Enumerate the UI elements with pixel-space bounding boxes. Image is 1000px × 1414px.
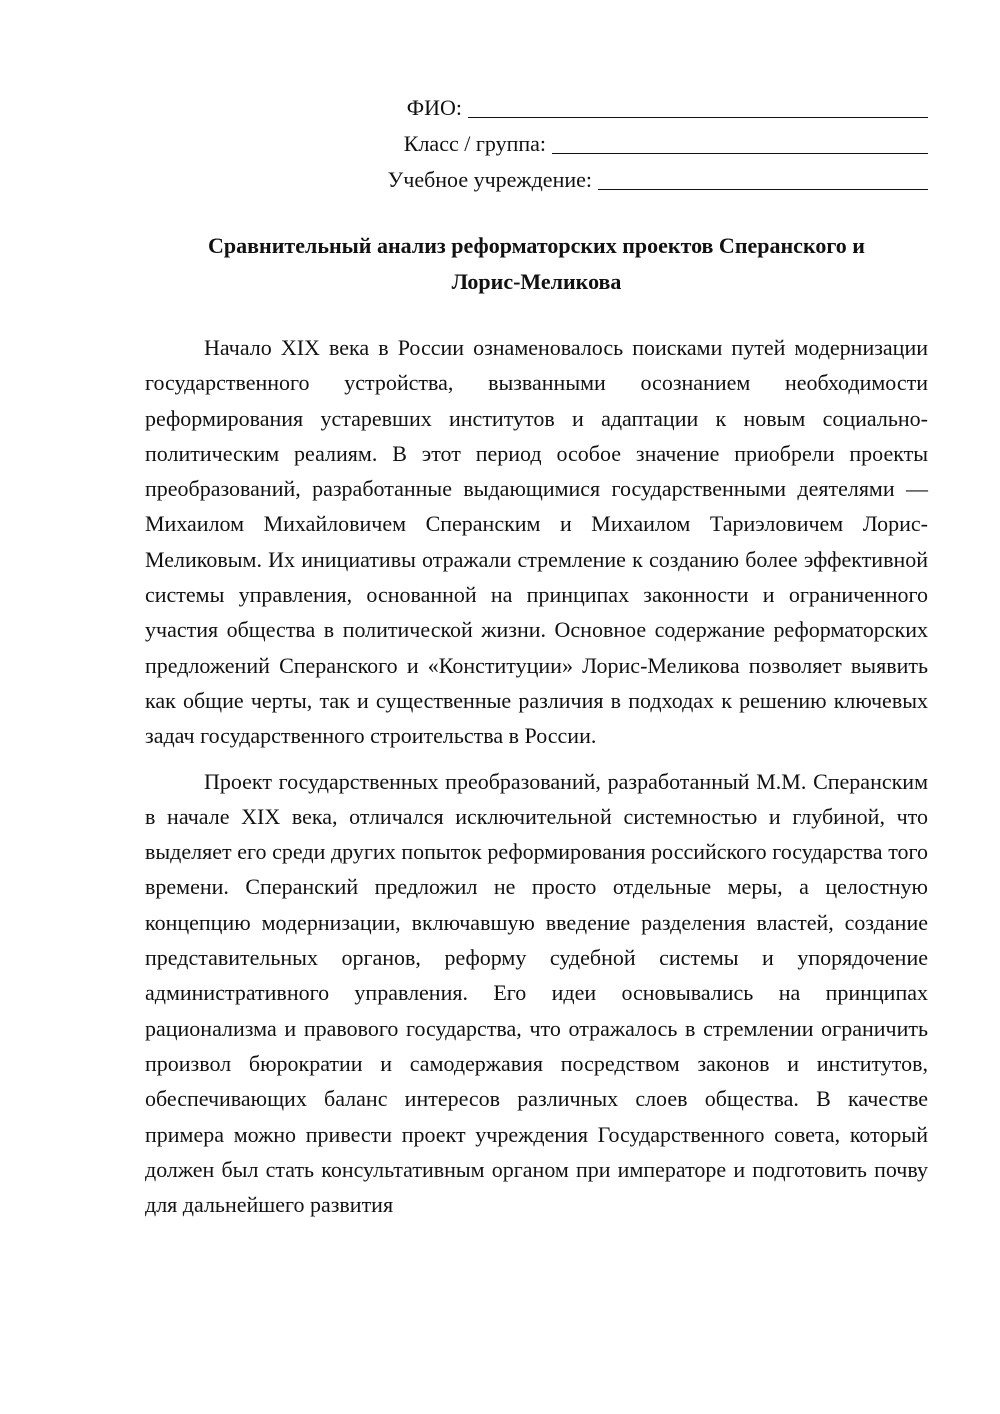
title-line-2: Лорис-Меликова — [451, 269, 622, 294]
paragraph: Проект государственных преобразований, разработанный М.М. Сперанским в начале XIX века, отличался исключительной системностью и глубиной, что выделяет его среди других попыток реформирования российского государства того времени. Сперанский предложил не просто отдельные меры, а целостную концепцию модернизации, включавшую введение разделения властей, создание представительных органов, реформу судебной системы и упорядочение административного управления. Его идеи основывались на принципах рационализма и правового государства, что отражалось в стремлении ограничить произвол бюрократии и самодержавия посредством законов и институтов, обеспечивающих баланс интересов различных слоев общества. В качестве примера можно привести проект учреждения Государственного совета, который должен был стать консультативным органом при императоре и подготовить почву для дальнейшего развития — [145, 768, 928, 1218]
title-line-1: Сравнительный анализ реформаторских проектов Сперанского и — [208, 233, 865, 258]
class-label: Класс / группа: — [403, 131, 546, 156]
class-blank-line[interactable] — [552, 131, 928, 154]
student-info-header — [328, 90, 928, 198]
fio-row — [328, 90, 928, 126]
class-row — [328, 126, 928, 162]
institution-label: Учебное учреждение: — [387, 167, 592, 192]
paragraph: Начало XIX века в России ознаменовалось поисками путей модернизации государственного устройства, вызванными осознанием необходимости реформирования устаревших институтов и адаптации к новым социально-политическим реалиям. В этот период особое значение приобрели проекты преобразований, разработанные выдающимися государственными деятелями — Михаилом Михайловичем Сперанским и Михаилом Тариэловичем Лорис-Меликовым. Их инициативы отражали стремление к созданию более эффективной системы управления, основанной на принципах законности и ограниченного участия общества в политической жизни. Основное содержание реформаторских предложений Сперанского и «Конституции» Лорис-Меликова позволяет выявить как общие черты, так и существенные различия в подходах к решению ключевых задач государственного строительства в России. — [145, 335, 928, 749]
fio-label: ФИО: — [406, 95, 462, 120]
institution-blank-line[interactable] — [598, 167, 928, 190]
document-title — [145, 228, 928, 300]
document-body — [145, 330, 928, 1232]
institution-row — [328, 162, 928, 198]
fio-blank-line[interactable] — [468, 95, 928, 118]
